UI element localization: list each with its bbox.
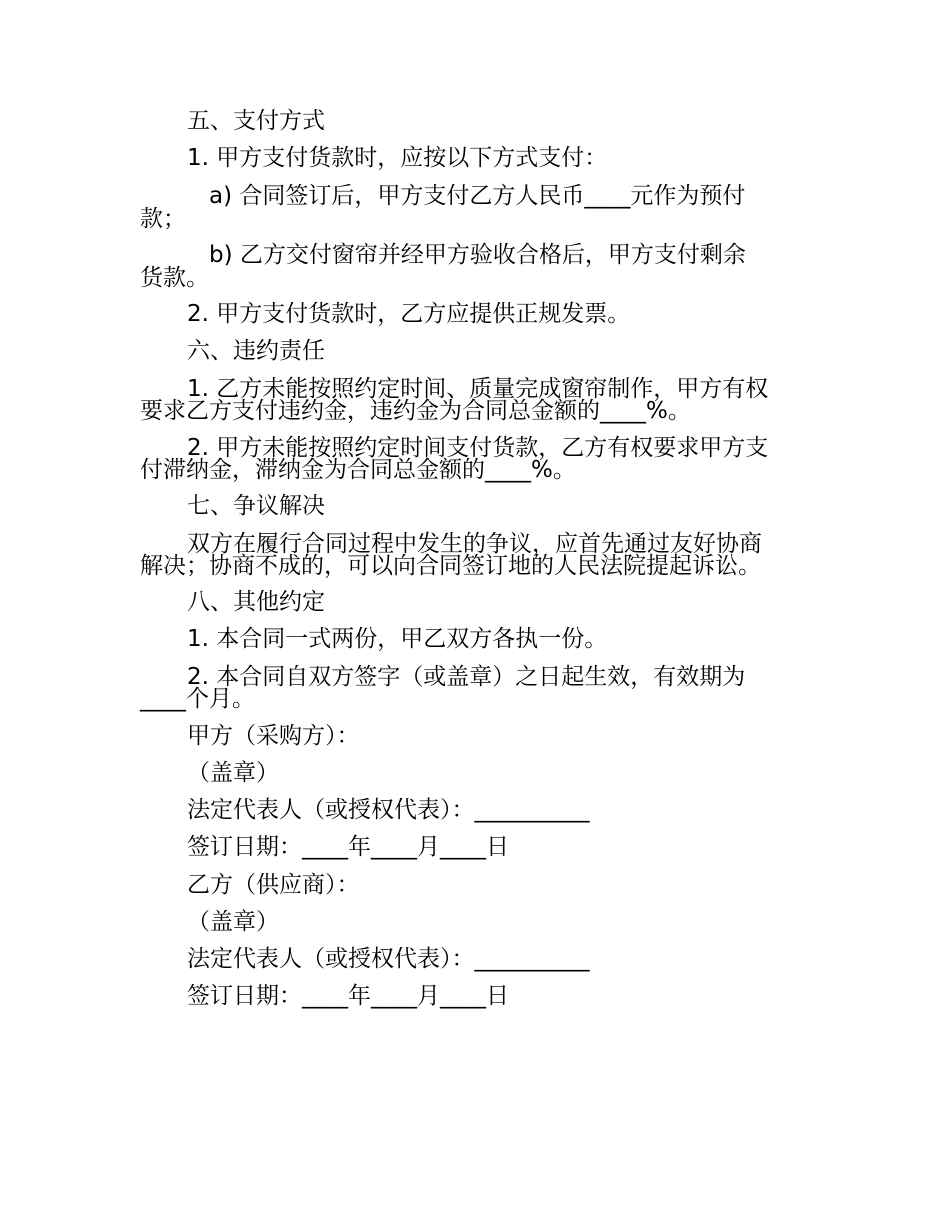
payment-item-1a-cont: 款； [140,206,186,232]
payment-item-1b: b) 乙方交付窗帘并经甲方验收合格后，甲方支付剩余 [209,242,746,268]
section-heading-dispute: 七、争议解决 [187,493,325,519]
payment-item-2: 2. 甲方支付货款时，乙方应提供正规发票。 [187,301,631,327]
party-a-seal: （盖章） [187,760,279,786]
party-a-title: 甲方（采购方）： [187,723,360,749]
party-b-representative: 法定代表人（或授权代表）：__________ [187,946,590,972]
payment-item-1b-cont: 货款。 [140,265,209,291]
payment-item-1: 1. 甲方支付货款时，应按以下方式支付： [187,145,608,171]
party-b-seal: （盖章） [187,909,279,935]
breach-item-1-cont: 要求乙方支付违约金，违约金为合同总金额的____%。 [140,398,691,424]
party-a-representative: 法定代表人（或授权代表）：__________ [187,797,590,823]
breach-item-2-cont: 付滞纳金，滞纳金为合同总金额的____%。 [140,457,576,483]
other-item-2: 2. 本合同自双方签字（或盖章）之日起生效，有效期为 [187,664,746,690]
dispute-text: 双方在履行合同过程中发生的争议，应首先通过友好协商 [187,531,762,557]
section-heading-payment: 五、支付方式 [187,108,325,134]
party-b-title: 乙方（供应商）： [187,872,360,898]
dispute-text-cont: 解决；协商不成的，可以向合同签订地的人民法院提起诉讼。 [140,553,761,579]
party-a-date: 签订日期：____年____月____日 [187,834,509,860]
other-item-1: 1. 本合同一式两份，甲乙双方各执一份。 [187,626,608,652]
party-b-date: 签订日期：____年____月____日 [187,983,509,1009]
breach-item-1: 1. 乙方未能按照约定时间、质量完成窗帘制作，甲方有权 [187,376,769,402]
breach-item-2: 2. 甲方未能按照约定时间支付货款，乙方有权要求甲方支 [187,435,769,461]
section-heading-other: 八、其他约定 [187,589,325,615]
section-heading-breach: 六、违约责任 [187,338,325,364]
payment-item-1a: a) 合同签订后，甲方支付乙方人民币____元作为预付 [209,183,746,209]
other-item-2-cont: ____个月。 [140,686,255,712]
